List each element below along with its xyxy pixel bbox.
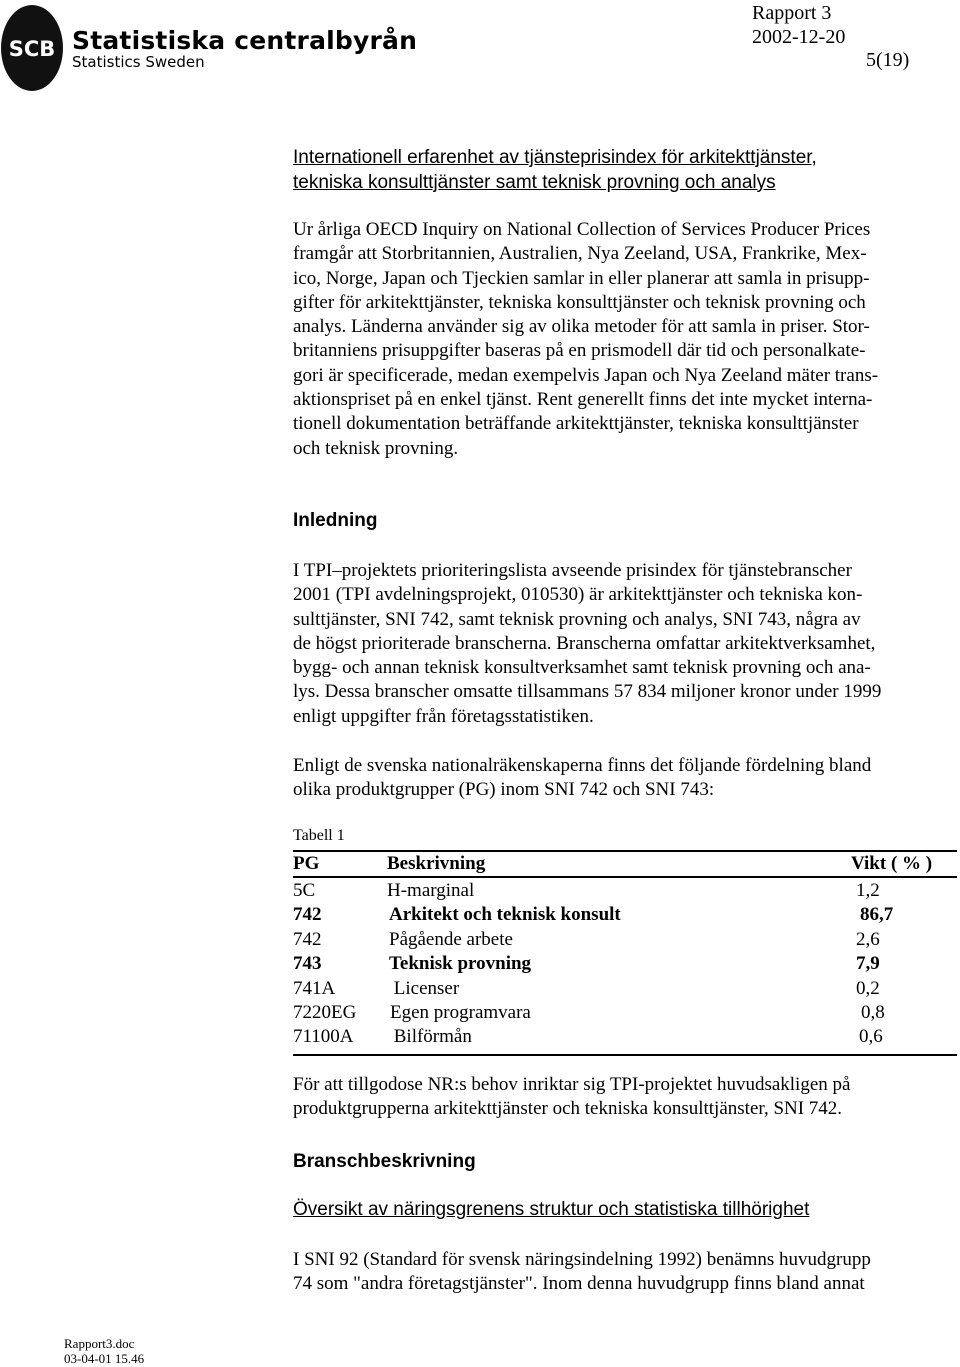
text-line: 2001 (TPI avdelningsprojekt, 010530) är arkitekttjänster och tekniska kon- — [293, 584, 863, 606]
text-line: sulttjänster, SNI 742, samt teknisk provning och analys, SNI 743, några av — [293, 608, 861, 630]
col-header-weight: Vikt ( % ) — [851, 853, 933, 874]
document-footer — [64, 1336, 144, 1366]
cell-weight: 0,8 — [861, 1001, 885, 1023]
logo-letters: SCB — [8, 37, 56, 61]
table-row — [293, 903, 957, 927]
text-line: ico, Norge, Japan och Tjeckien samlar in eller planerar att samla in prisupp- — [293, 267, 870, 289]
scb-emblem-icon — [0, 4, 64, 92]
oecd-paragraph — [293, 218, 953, 461]
nr-needs-paragraph — [293, 1073, 953, 1122]
table-row — [293, 977, 957, 1001]
sni-paragraph — [293, 1248, 953, 1297]
section-title — [293, 146, 953, 195]
text-line: För att tillgodose NR:s behov inriktar sig TPI-projektet huvudsakligen på — [293, 1074, 851, 1095]
cell-pg: 743 — [293, 953, 322, 975]
text-line: gifter för arkitekttjänster, tekniska konsulttjänster och teknisk provning och — [293, 291, 866, 313]
cell-weight: 0,2 — [856, 977, 880, 999]
col-header-pg: PG — [293, 853, 320, 874]
cell-description: H-marginal — [387, 880, 475, 901]
inledning-paragraph — [293, 559, 953, 729]
section-title-line: tekniska konsulttjänster samt teknisk provning och analys — [293, 171, 776, 193]
section-title-line: Internationell erfarenhet av tjänsteprisindex för arkitekttjänster, — [293, 147, 817, 168]
text-line: tionell dokumentation beträffande arkitekttjänster, tekniska konsulttjänster — [293, 413, 859, 435]
text-line: framgår att Storbritannien, Australien, Nya Zeeland, USA, Frankrike, Mex- — [293, 243, 867, 265]
cell-description: Bilförmån — [389, 1026, 472, 1048]
cell-weight: 1,2 — [856, 880, 880, 901]
text-line: I SNI 92 (Standard för svensk näringsindelning 1992) benämns huvudgrupp — [293, 1249, 871, 1270]
text-line: olika produktgrupper (PG) inom SNI 742 och SNI 743: — [293, 779, 715, 801]
cell-description: Licenser — [389, 977, 460, 999]
cell-pg: 742 — [293, 928, 322, 950]
table-caption: Tabell 1 — [293, 827, 345, 844]
weights-table — [293, 850, 957, 1056]
cell-pg: 742 — [293, 904, 322, 926]
org-name-en: Statistics Sweden — [72, 53, 205, 71]
cell-weight: 2,6 — [856, 928, 880, 950]
cell-pg: 7220EG — [293, 1001, 357, 1023]
heading-branschbeskrivning: Branschbeskrivning — [293, 1151, 476, 1172]
text-line: bygg- och annan teknisk konsultverksamhet samt teknisk provning och ana- — [293, 657, 871, 679]
org-name: Statistiska centralbyrån — [72, 26, 418, 55]
nr-paragraph — [293, 754, 953, 803]
cell-pg: 5C — [293, 880, 316, 901]
cell-pg: 71100A — [293, 1026, 354, 1048]
text-line: och teknisk provning. — [293, 437, 459, 459]
cell-weight: 86,7 — [860, 904, 894, 926]
table-row — [293, 952, 957, 976]
text-line: aktionspriset på en enkel tjänst. Rent generellt finns det inte mycket interna- — [293, 389, 873, 411]
cell-weight: 0,6 — [859, 1026, 883, 1048]
text-line: Ur årliga OECD Inquiry on National Collection of Services Producer Prices — [293, 219, 871, 240]
report-date: 2002-12-20 — [752, 26, 846, 48]
cell-description: Pågående arbete — [389, 928, 513, 950]
text-line: Enligt de svenska nationalräkenskaperna finns det följande fördelning bland — [293, 755, 872, 776]
col-header-description: Beskrivning — [387, 853, 486, 874]
text-line: gori är specificerade, medan exempelvis Japan och Nya Zeeland mäter trans- — [293, 364, 879, 386]
subheading-oversikt: Översikt av näringsgrenens struktur och statistiska tillhörighet — [293, 1199, 810, 1220]
cell-description: Teknisk provning — [389, 953, 532, 975]
table-header-row — [293, 852, 957, 878]
text-line: britanniens prisuppgifter baseras på en prismodell där tid och personalkate- — [293, 340, 866, 362]
text-line: de högst prioriterade branscherna. Branscherna omfattar arkitektverksamhet, — [293, 632, 876, 654]
report-label: Rapport 3 — [752, 2, 832, 24]
text-line: lys. Dessa branscher omsatte tillsammans 57 834 miljoner kronor under 1999 — [293, 681, 882, 703]
footer-timestamp: 03-04-01 15.46 — [64, 1351, 145, 1366]
cell-pg: 741A — [293, 977, 336, 999]
table-row — [293, 879, 957, 903]
cell-description: Egen programvara — [390, 1001, 531, 1023]
table-row — [293, 928, 957, 952]
cell-description: Arkitekt och teknisk konsult — [389, 904, 621, 926]
text-line: enligt uppgifter från företagsstatistiken. — [293, 705, 594, 727]
text-line: analys. Länderna använder sig av olika metoder för att samla in priser. Stor- — [293, 316, 870, 338]
text-line: produktgrupperna arkitekttjänster och tekniska konsulttjänster, SNI 742. — [293, 1098, 843, 1120]
scb-logo — [0, 0, 418, 95]
text-line: I TPI–projektets prioriteringslista avseende prisindex för tjänstebranscher — [293, 560, 852, 581]
table-row — [293, 1025, 957, 1049]
heading-inledning: Inledning — [293, 510, 378, 531]
text-line: 74 som "andra företagstjänster". Inom denna huvudgrupp finns bland annat — [293, 1273, 865, 1295]
footer-filename: Rapport3.doc — [64, 1336, 135, 1351]
cell-weight: 7,9 — [856, 953, 880, 975]
page-number: 5(19) — [866, 49, 910, 71]
table-row — [293, 1001, 957, 1025]
